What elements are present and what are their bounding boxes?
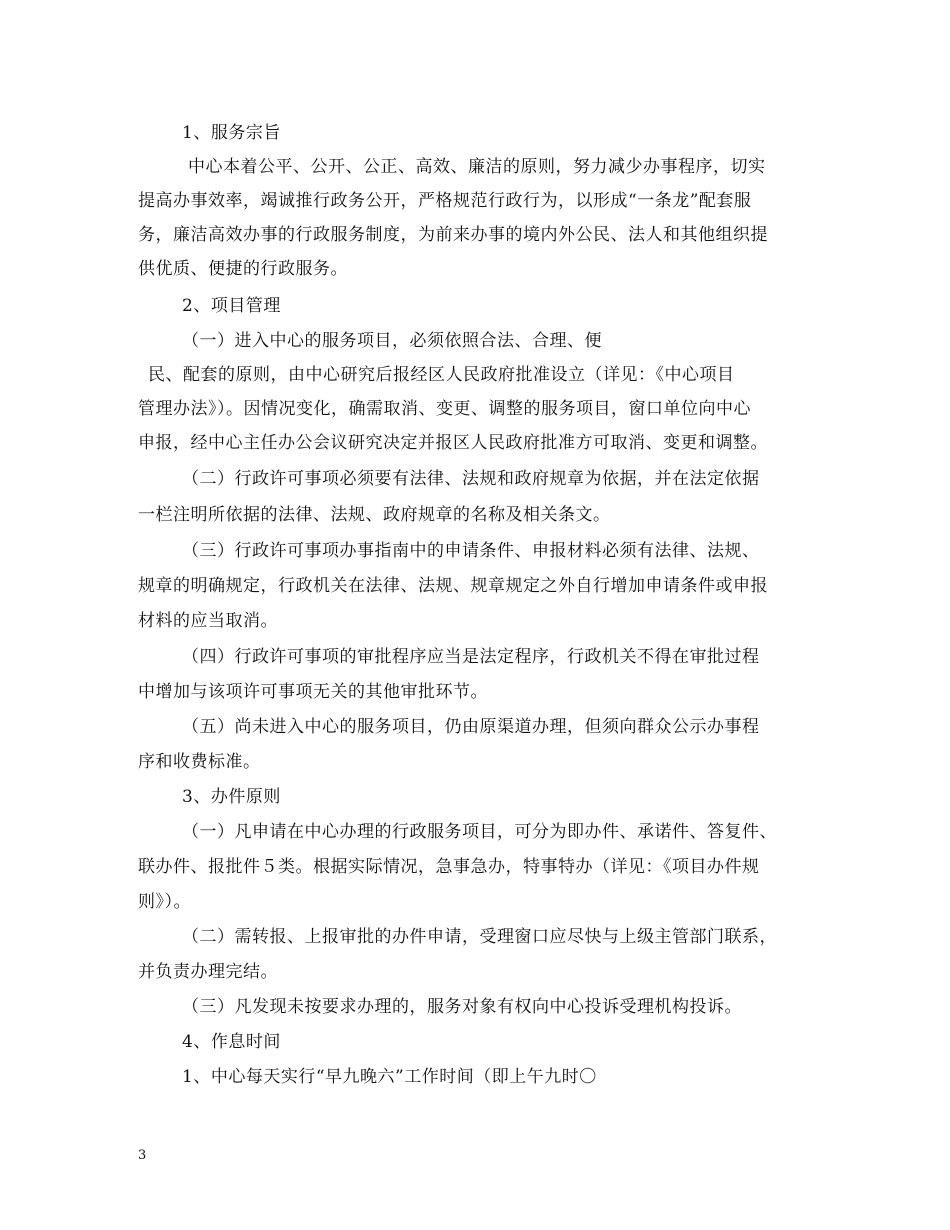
heading-handling-principles: 3、办件原则 [182, 787, 281, 807]
heading-service-purpose: 1、服务宗旨 [182, 123, 281, 143]
page-number: 3 [138, 1148, 147, 1163]
paragraph-line: （三）行政许可事项办事指南中的申请条件、申报材料必须有法律、法规、 [182, 541, 760, 561]
paragraph-line: （五）尚未进入中心的服务项目，仍由原渠道办理，但须向群众公示办事程 [182, 717, 760, 737]
paragraph-line: 务，廉洁高效办事的行政服务制度，为前来办事的境内外公民、法人和其他组织提 [138, 225, 768, 245]
paragraph-line: 民、配套的原则，由中心研究后报经区人民政府批准设立（详见：《中心项目 [148, 365, 735, 385]
paragraph-line: （二）行政许可事项必须要有法律、法规和政府规章为依据，并在法定依据 [182, 469, 760, 489]
paragraph-line: 1、中心每天实行“早九晚六”工作时间（即上午九时〇 [182, 1067, 597, 1087]
paragraph-line: 则》）。 [138, 892, 191, 912]
paragraph-line: 一栏注明所依据的法律、法规、政府规章的名称及相关条文。 [138, 505, 611, 525]
heading-project-management: 2、项目管理 [182, 296, 281, 316]
paragraph-line: 中心本着公平、公开、公正、高效、廉洁的原则，努力减少办事程序，切实 [188, 157, 766, 177]
paragraph-line: 序和收费标准。 [138, 752, 261, 772]
heading-working-hours: 4、作息时间 [182, 1032, 281, 1052]
paragraph-line: （四）行政许可事项的审批程序应当是法定程序，行政机关不得在审批过程 [182, 647, 760, 667]
paragraph-line: 中增加与该项许可事项无关的其他审批环节。 [138, 682, 488, 702]
paragraph-line: 提高办事效率，竭诚推行政务公开，严格规范行政行为，以形成“一条龙”配套服 [138, 191, 752, 211]
paragraph-line: 联办件、报批件５类。根据实际情况，急事急办，特事特办（详见：《项目办件规 [138, 857, 760, 877]
paragraph-line: （一）凡申请在中心办理的行政服务项目，可分为即办件、承诺件、答复件、 [182, 822, 777, 842]
paragraph-line: 规章的明确规定，行政机关在法律、法规、规章规定之外自行增加申请条件或申报 [138, 576, 768, 596]
paragraph-line: （三）凡发现未按要求办理的，服务对象有权向中心投诉受理机构投诉。 [182, 997, 742, 1017]
paragraph-line: （二）需转报、上报审批的办件申请，受理窗口应尽快与上级主管部门联系， [182, 927, 777, 947]
paragraph-line: （一）进入中心的服务项目，必须依照合法、合理、便 [182, 331, 602, 351]
paragraph-line: 材料的应当取消。 [138, 611, 278, 631]
paragraph-line: 管理办法》）。因情况变化，确需取消、变更、调整的服务项目，窗口单位向中心 [138, 399, 751, 419]
paragraph-line: 并负责办理完结。 [138, 962, 278, 982]
paragraph-line: 供优质、便捷的行政服务。 [138, 259, 348, 279]
paragraph-line: 申报，经中心主任办公会议研究决定并报区人民政府批准方可取消、变更和调整。 [138, 433, 768, 453]
